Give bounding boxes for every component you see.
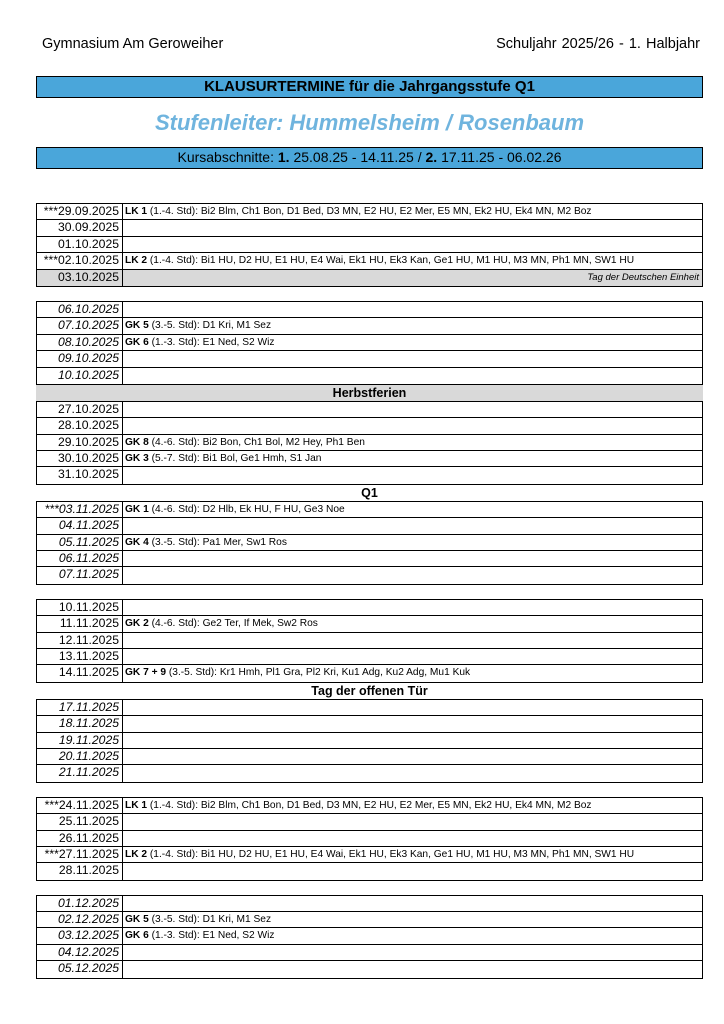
row-date: 29.10.2025 xyxy=(37,435,123,450)
row-exam xyxy=(123,451,702,466)
row-date: 03.10.2025 xyxy=(37,270,123,286)
course-label: GK 7 + 9 xyxy=(125,667,167,679)
row-date: ***27.11.2025 xyxy=(37,847,123,862)
row-exam xyxy=(123,847,702,862)
row-exam xyxy=(123,318,702,333)
row-exam xyxy=(123,237,702,252)
course-details: (3.-5. Std): D1 Kri, M1 Sez xyxy=(148,320,272,332)
row-exam xyxy=(123,665,702,681)
schedule-row xyxy=(37,368,702,384)
course-details: (1.-4. Std): Bi1 HU, D2 HU, E1 HU, E4 Wai, Ek1 HU, Ek3 Kan, Ge1 HU, M1 HU, M3 MN, Ph1 MN, SW1 HU xyxy=(147,848,635,860)
row-date: 05.11.2025 xyxy=(37,535,123,550)
row-exam xyxy=(123,633,702,648)
row-date: 30.10.2025 xyxy=(37,451,123,466)
course-label: LK 2 xyxy=(125,255,148,267)
course-details: (1.-3. Std): E1 Ned, S2 Wiz xyxy=(148,930,275,942)
row-date: 12.11.2025 xyxy=(37,633,123,648)
row-date: 07.11.2025 xyxy=(37,567,123,583)
kursabschnitt-1-number: 1. xyxy=(277,149,290,165)
course-details: (3.-5. Std): D1 Kri, M1 Sez xyxy=(148,914,272,926)
course-label: LK 1 xyxy=(125,206,148,217)
row-date: ***29.09.2025 xyxy=(37,204,123,219)
row-exam xyxy=(123,945,702,960)
schedule-row xyxy=(37,567,702,583)
schedule-row xyxy=(37,814,702,830)
schedule-row xyxy=(37,798,702,814)
kursabschnitt-1-range: 25.08.25 - 14.11.25 / xyxy=(289,149,426,165)
row-exam xyxy=(123,749,702,764)
row-date: 25.11.2025 xyxy=(37,814,123,829)
row-date: 08.10.2025 xyxy=(37,335,123,350)
row-date: ***02.10.2025 xyxy=(37,253,123,268)
schedule-row xyxy=(37,600,702,616)
row-exam xyxy=(123,535,702,550)
course-label: GK 3 xyxy=(125,453,149,465)
row-date: 04.11.2025 xyxy=(37,518,123,533)
course-details: (3.-5. Std): Pa1 Mer, Sw1 Ros xyxy=(148,536,287,548)
schedule-row xyxy=(37,649,702,665)
course-details: (3.-5. Std): Kr1 Hmh, Pl1 Gra, Pl2 Kri, Ku1 Adg, Ku2 Adg, Mu1 Kuk xyxy=(166,667,471,679)
row-date: 07.10.2025 xyxy=(37,318,123,333)
schedule-row xyxy=(37,616,702,632)
row-exam xyxy=(123,733,702,748)
row-date: 26.11.2025 xyxy=(37,831,123,846)
block-gap xyxy=(36,881,703,895)
course-details: (1.-4. Std): Bi2 Blm, Ch1 Bon, D1 Bed, D3 MN, E2 HU, E2 Mer, E5 MN, Ek2 HU, Ek4 MN, M2 Boz xyxy=(147,206,592,217)
schedule-row xyxy=(37,402,702,418)
row-date: 10.10.2025 xyxy=(37,368,123,384)
stufenleiter-heading: Stufenleiter: Hummelsheim / Rosenbaum xyxy=(154,110,585,135)
kursabschnitt-2-number: 2. xyxy=(425,149,438,165)
schedule-row xyxy=(37,733,702,749)
schedule-row xyxy=(37,765,702,781)
row-date: 10.11.2025 xyxy=(37,600,123,615)
row-exam xyxy=(123,502,702,517)
schedule-row xyxy=(37,518,702,534)
kursabschnitt-2-range: 17.11.25 - 06.02.26 xyxy=(437,149,562,165)
schedule-row xyxy=(37,204,702,220)
schedule-row xyxy=(37,749,702,765)
row-exam xyxy=(123,518,702,533)
course-details: (4.-6. Std): Ge2 Ter, If Mek, Sw2 Ros xyxy=(148,618,318,630)
row-exam xyxy=(123,814,702,829)
row-exam xyxy=(123,567,702,583)
row-date: 09.10.2025 xyxy=(37,351,123,366)
row-date: 28.10.2025 xyxy=(37,418,123,433)
schedule-row xyxy=(37,961,702,977)
schedule-row xyxy=(37,335,702,351)
schedule-row xyxy=(37,351,702,367)
schedule-row xyxy=(37,700,702,716)
course-label: GK 2 xyxy=(125,618,149,630)
row-exam xyxy=(123,765,702,781)
course-label: LK 2 xyxy=(125,848,148,860)
schedule-row xyxy=(37,535,702,551)
course-label: GK 1 xyxy=(125,503,149,515)
row-exam xyxy=(123,220,702,235)
week-block xyxy=(36,501,703,585)
row-date: 27.10.2025 xyxy=(37,402,123,417)
section-separator: Q1 xyxy=(361,485,378,500)
schedule-row xyxy=(37,418,702,434)
row-exam xyxy=(123,368,702,384)
schedule-row xyxy=(37,451,702,467)
row-exam xyxy=(123,435,702,450)
row-date: ***24.11.2025 xyxy=(37,798,123,813)
row-date: 30.09.2025 xyxy=(37,220,123,235)
schedule-row xyxy=(37,945,702,961)
row-date: 31.10.2025 xyxy=(37,467,123,483)
row-exam xyxy=(123,253,702,268)
row-exam xyxy=(123,928,702,943)
row-exam xyxy=(123,798,702,813)
row-date: ***03.11.2025 xyxy=(37,502,123,517)
schedule-row xyxy=(37,551,702,567)
row-exam xyxy=(123,896,702,911)
course-details: (5.-7. Std): Bi1 Bol, Ge1 Hmh, S1 Jan xyxy=(148,453,322,465)
row-exam xyxy=(123,912,702,927)
row-exam xyxy=(123,335,702,350)
row-date: 28.11.2025 xyxy=(37,863,123,879)
schedule-row xyxy=(37,302,702,318)
block-gap xyxy=(36,287,703,301)
week-block xyxy=(36,599,703,683)
page-header xyxy=(42,36,700,56)
schedule-row xyxy=(37,896,702,912)
row-exam xyxy=(123,402,702,417)
row-exam xyxy=(123,351,702,366)
course-label: GK 5 xyxy=(125,320,149,332)
schedule-row xyxy=(37,467,702,483)
schedule-row xyxy=(37,847,702,863)
schedule-row xyxy=(37,716,702,732)
row-date: 01.10.2025 xyxy=(37,237,123,252)
block-gap xyxy=(36,783,703,797)
row-exam xyxy=(123,831,702,846)
row-exam xyxy=(123,270,702,286)
schedule-row xyxy=(37,237,702,253)
row-exam xyxy=(123,961,702,977)
week-block xyxy=(36,699,703,783)
row-date: 01.12.2025 xyxy=(37,896,123,911)
section-separator: Tag der offenen Tür xyxy=(311,683,428,698)
row-date: 14.11.2025 xyxy=(37,665,123,681)
schedule-row xyxy=(37,928,702,944)
row-exam xyxy=(123,700,702,715)
row-exam xyxy=(123,863,702,879)
row-exam xyxy=(123,716,702,731)
row-exam xyxy=(123,616,702,631)
row-date: 02.12.2025 xyxy=(37,912,123,927)
row-date: 05.12.2025 xyxy=(37,961,123,977)
week-block xyxy=(36,401,703,485)
schedule-row xyxy=(37,633,702,649)
course-details: (4.-6. Std): D2 Hlb, Ek HU, F HU, Ge3 Noe xyxy=(148,503,345,515)
row-date: 20.11.2025 xyxy=(37,749,123,764)
schedule-row xyxy=(37,665,702,681)
course-label: GK 6 xyxy=(125,930,149,942)
row-date: 19.11.2025 xyxy=(37,733,123,748)
school-year: Schuljahr 2025/26 - 1. Halbjahr xyxy=(496,36,700,52)
schedule-row xyxy=(37,831,702,847)
kursabschnitte-prefix: Kursabschnitte: xyxy=(177,149,278,165)
schedule-row xyxy=(37,435,702,451)
row-exam xyxy=(123,600,702,615)
schedule-row xyxy=(37,220,702,236)
page-title: KLAUSURTERMINE für die Jahrgangsstufe Q1 xyxy=(36,76,703,98)
block-gap xyxy=(36,585,703,599)
course-details: (1.-4. Std): Bi2 Blm, Ch1 Bon, D1 Bed, D3 MN, E2 HU, E2 Mer, E5 MN, Ek2 HU, Ek4 MN, M2 Boz xyxy=(147,799,592,811)
week-block xyxy=(36,203,703,287)
course-details: (1.-4. Std): Bi1 HU, D2 HU, E1 HU, E4 Wai, Ek1 HU, Ek3 Kan, Ge1 HU, M1 HU, M3 MN, Ph1 MN, SW1 HU xyxy=(147,255,635,267)
schedule-row xyxy=(37,502,702,518)
row-date: 06.11.2025 xyxy=(37,551,123,566)
week-block xyxy=(36,797,703,881)
course-label: GK 8 xyxy=(125,436,149,448)
week-block xyxy=(36,895,703,979)
course-details: (1.-3. Std): E1 Ned, S2 Wiz xyxy=(148,336,275,348)
course-label: LK 1 xyxy=(125,799,148,811)
row-exam xyxy=(123,204,702,219)
row-date: 18.11.2025 xyxy=(37,716,123,731)
row-exam xyxy=(123,467,702,483)
schedule-row xyxy=(37,270,702,286)
schedule-row xyxy=(37,863,702,879)
row-exam xyxy=(123,649,702,664)
row-date: 06.10.2025 xyxy=(37,302,123,317)
row-date: 04.12.2025 xyxy=(37,945,123,960)
week-block xyxy=(36,301,703,385)
row-exam xyxy=(123,551,702,566)
course-label: GK 5 xyxy=(125,914,149,926)
course-details: (4.-6. Std): Bi2 Bon, Ch1 Bol, M2 Hey, Ph1 Ben xyxy=(148,436,365,448)
row-date: 13.11.2025 xyxy=(37,649,123,664)
schedule-row xyxy=(37,912,702,928)
holiday-note: Tag der Deutschen Einheit xyxy=(587,271,699,283)
schedule-row xyxy=(37,253,702,269)
schedule-row xyxy=(37,318,702,334)
school-name: Gymnasium Am Geroweiher xyxy=(42,36,224,52)
row-exam xyxy=(123,302,702,317)
course-label: GK 4 xyxy=(125,536,149,548)
exam-schedule xyxy=(36,203,703,979)
row-date: 03.12.2025 xyxy=(37,928,123,943)
row-date: 17.11.2025 xyxy=(37,700,123,715)
course-label: GK 6 xyxy=(125,336,149,348)
row-date: 11.11.2025 xyxy=(37,616,123,631)
section-separator: Herbstferien xyxy=(36,385,703,401)
row-exam xyxy=(123,418,702,433)
row-date: 21.11.2025 xyxy=(37,765,123,781)
kursabschnitte-banner xyxy=(36,147,703,169)
